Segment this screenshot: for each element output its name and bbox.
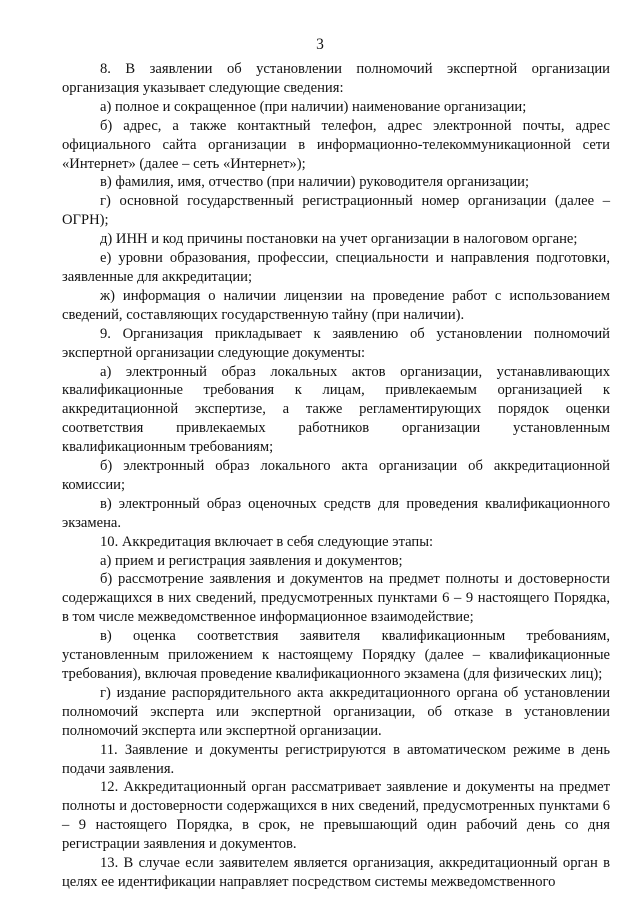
paragraph-10-item-g: г) издание распорядительного акта аккредитационного органа об установлении полномочий эксперта или экспертной организации, об отказе в установлении полномочий эксперта или экспертной организации. <box>62 684 610 739</box>
paragraph-8-intro: 8. В заявлении об установлении полномочий экспертной организации организация указывает следующие сведения: <box>62 61 610 96</box>
paragraph-9-item-b: б) электронный образ локального акта организации об аккредитационной комиссии; <box>62 458 610 493</box>
paragraph-10-item-v: в) оценка соответствия заявителя квалификационным требованиям, установленным приложением к настоящему Порядку (далее – квалификационные требования), включая проведение квалификационного экзамена (для физических лиц); <box>62 628 610 682</box>
paragraph-10-intro: 10. Аккредитация включает в себя следующие этапы: <box>100 533 434 550</box>
paragraph-8-item-a: а) полное и сокращенное (при наличии) наименование организации; <box>100 98 527 115</box>
page-number: 3 <box>316 36 324 53</box>
paragraph-8-item-e: е) уровни образования, профессии, специальности и направления подготовки, заявленные для аккредитации; <box>62 250 610 285</box>
paragraph-8-item-b: б) адрес, а также контактный телефон, адрес электронной почты, адрес официального сайта организации в информационно-телекоммуникационной сети «Интернет» (далее – сеть «Интернет»); <box>62 117 610 172</box>
paragraph-9-item-a: а) электронный образ локальных актов организации, устанавливающих квалификационные требования к лицам, привлекаемым организацией к аккредитационной экспертизе, а также регламентирующих порядок оценки соответствия привлекаемых работников организации установленным квалификационным требованиям; <box>62 363 610 456</box>
paragraph-9-item-v: в) электронный образ оценочных средств для проведения квалификационного экзамена. <box>62 495 610 531</box>
paragraph-12: 12. Аккредитационный орган рассматривает заявление и документы на предмет полноты и достоверности содержащихся в них сведений, предусмотренных пунктами 6 – 9 настоящего Порядка, в срок, не превышающий один рабочий день со дня регистрации заявления и документов. <box>62 779 610 853</box>
document-body <box>62 60 610 892</box>
paragraph-8-item-zh: ж) информация о наличии лицензии на проведение работ с использованием сведений, составляющих государственную тайну (при наличии). <box>62 287 610 323</box>
paragraph-10-item-b: б) рассмотрение заявления и документов на предмет полноты и достоверности содержащихся в них сведений, предусмотренных пунктами 6 – 9 настоящего Порядка, в том числе межведомственное информационное взаимодействие; <box>62 571 610 626</box>
paragraph-13: 13. В случае если заявителем является организация, аккредитационный орган в целях ее идентификации направляет посредством системы межведомственного <box>62 855 610 890</box>
paragraph-8-item-d: д) ИНН и код причины постановки на учет организации в налоговом органе; <box>100 231 578 248</box>
paragraph-8-item-v: в) фамилия, имя, отчество (при наличии) руководителя организации; <box>100 174 530 191</box>
paragraph-11: 11. Заявление и документы регистрируются в автоматическом режиме в день подачи заявления. <box>62 741 610 777</box>
paragraph-10-item-a: а) прием и регистрация заявления и документов; <box>100 552 403 569</box>
paragraph-9-intro: 9. Организация прикладывает к заявлению об установлении полномочий экспертной организации следующие документы: <box>62 325 610 361</box>
paragraph-8-item-g: г) основной государственный регистрационный номер организации (далее – ОГРН); <box>62 193 610 229</box>
